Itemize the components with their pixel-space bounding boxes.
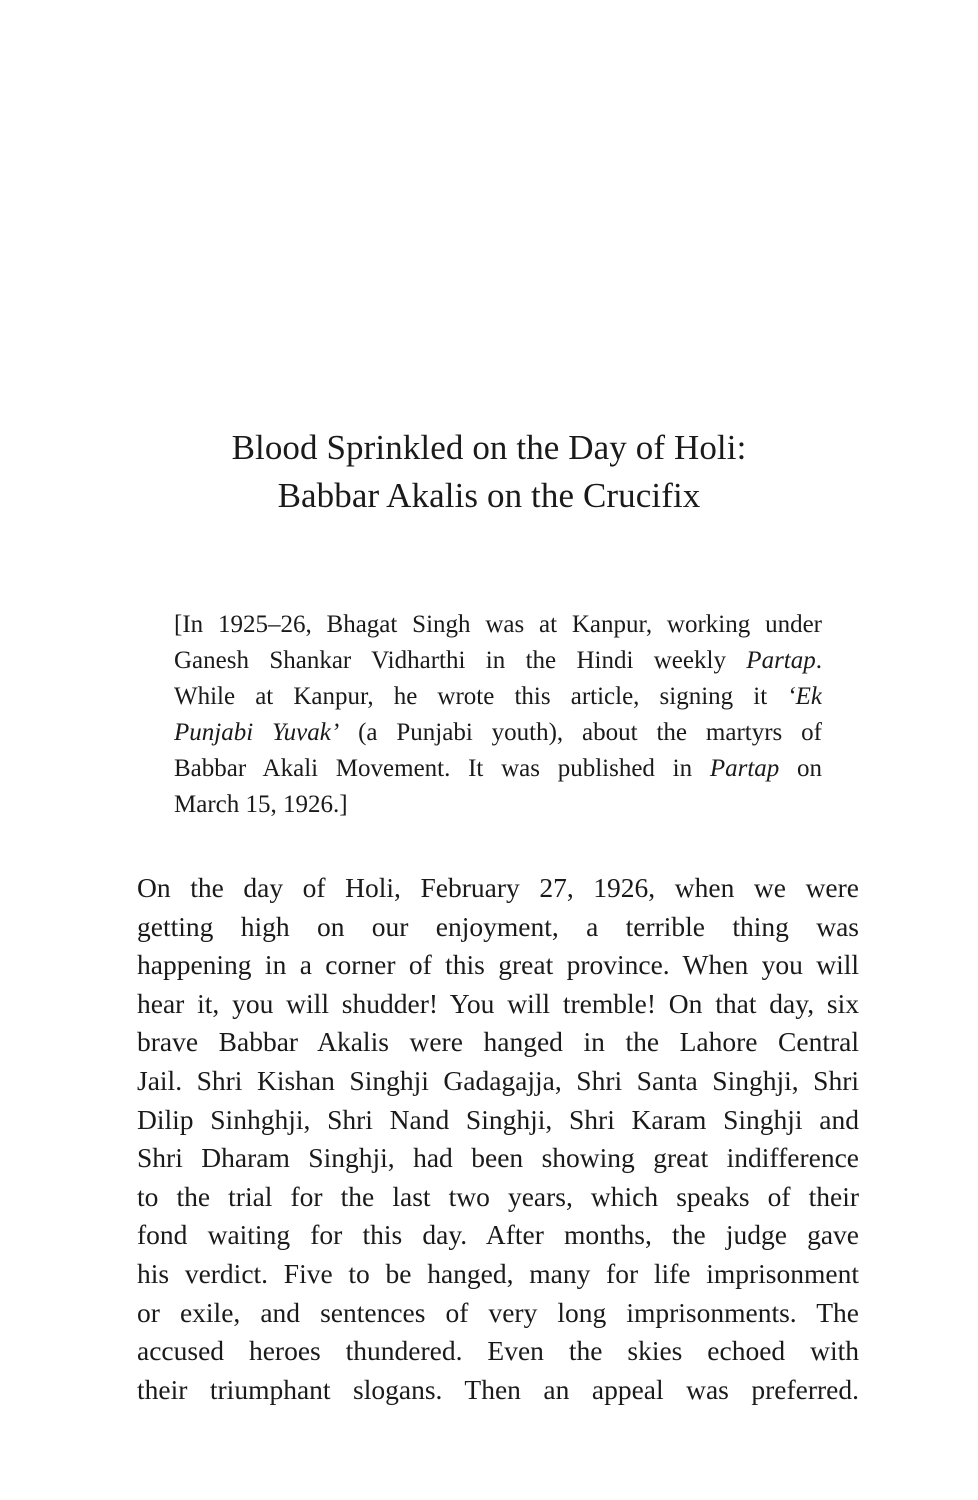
body-line: or exile, and sentences of very long imprisonments. The [137, 1296, 859, 1328]
chapter-title-line-2: Babbar Akalis on the Crucifix [277, 476, 701, 515]
intro-line: Ganesh Shankar Vidharthi in the Hindi weekly Partap. [174, 647, 822, 674]
body-line: hear it, you will shudder! You will tremble! On that day, six [137, 987, 859, 1019]
body-line: Shri Dharam Singhji, had been showing great indifference [137, 1142, 859, 1174]
body-line: On the day of Holi, February 27, 1926, when we were [137, 872, 859, 903]
body-line: brave Babbar Akalis were hanged in the Lahore Central [137, 1026, 859, 1058]
body-line: Dilip Sinhghji, Shri Nand Singhji, Shri Karam Singhji and [137, 1103, 859, 1135]
body-line: accused heroes thundered. Even the skies echoed with [137, 1335, 859, 1367]
intro-line: Babbar Akali Movement. It was published in Partap on [174, 755, 822, 782]
body-line: getting high on our enjoyment, a terrible thing was [137, 910, 859, 942]
body-line: his verdict. Five to be hanged, many for life imprisonment [137, 1257, 859, 1289]
body-line: fond waiting for this day. After months, the judge gave [137, 1219, 859, 1251]
chapter-title-line-1: Blood Sprinkled on the Day of Holi: [231, 428, 747, 467]
body-line: their triumphant slogans. Then an appeal was preferred. [137, 1373, 859, 1405]
body-line: happening in a corner of this great province. When you will [137, 949, 859, 981]
editorial-introduction [174, 607, 822, 823]
body-line: to the trial for the last two years, which speaks of their [137, 1180, 859, 1212]
intro-line: While at Kanpur, he wrote this article, signing it ‘Ek [174, 683, 822, 710]
article-body [137, 869, 859, 1409]
intro-line: Punjabi Yuvak’ (a Punjabi youth), about the martyrs of [174, 719, 822, 746]
intro-line: March 15, 1926.] [174, 791, 348, 818]
intro-line: [In 1925–26, Bhagat Singh was at Kanpur, working under [174, 611, 822, 638]
body-line: Jail. Shri Kishan Singhji Gadagajja, Shri Santa Singhji, Shri [137, 1064, 859, 1096]
